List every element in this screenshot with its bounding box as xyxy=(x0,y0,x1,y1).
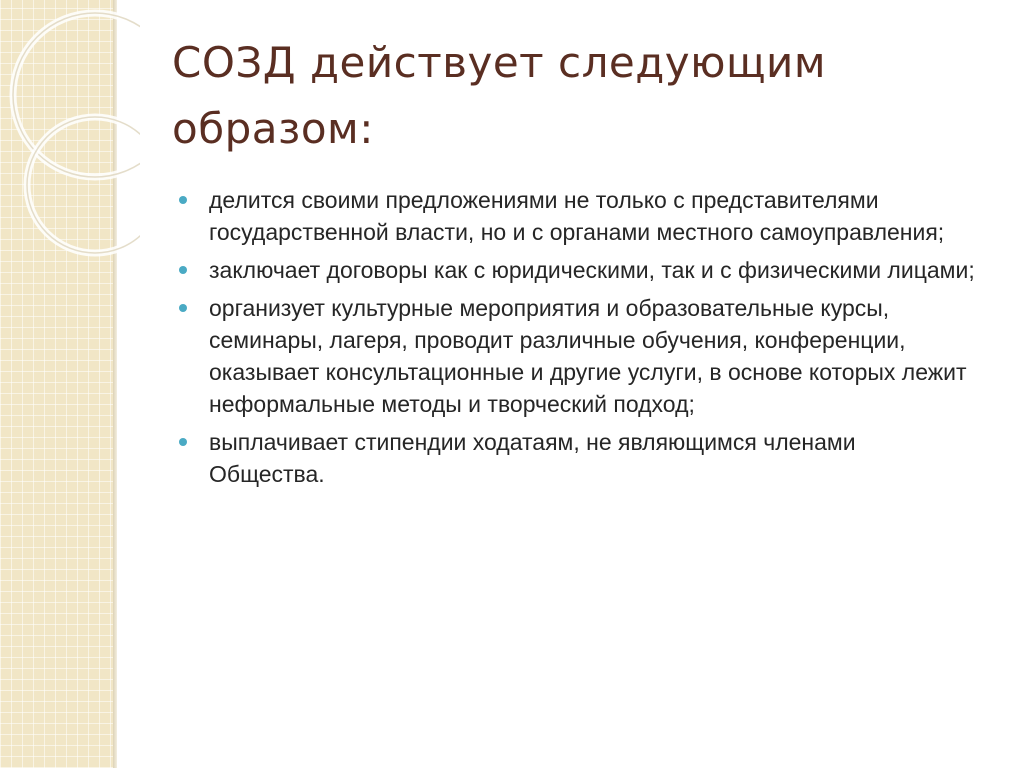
bullet-dot-icon xyxy=(179,438,187,446)
bullet-text: заключает договоры как с юридическими, так и с физическими лицами; xyxy=(209,257,975,283)
bullet-item-contracts xyxy=(176,254,976,286)
slide-title: СОЗД действует следующим образом: xyxy=(172,38,827,153)
bullet-list xyxy=(176,184,976,496)
bullet-item-events xyxy=(176,292,976,420)
bullet-dot-icon xyxy=(179,266,187,274)
bullet-item-scholarships xyxy=(176,426,976,490)
bullet-text: выплачивает стипендии ходатаям, не являющимся членами Общества. xyxy=(209,429,856,487)
bullet-text: делится своими предложениями не только с представителями государственной власти, но и с органами местного самоуправления; xyxy=(209,187,945,245)
bullet-item-partnerships xyxy=(176,184,976,248)
bullet-dot-icon xyxy=(179,196,187,204)
bullet-dot-icon xyxy=(179,304,187,312)
decorative-rings xyxy=(0,0,140,260)
bullet-text: организует культурные мероприятия и образовательные курсы, семинары, лагеря, проводит различные обучения, конференции, оказывает консультационные и другие услуги, в основе которых лежит неформальные методы и творческий подход; xyxy=(209,295,967,417)
